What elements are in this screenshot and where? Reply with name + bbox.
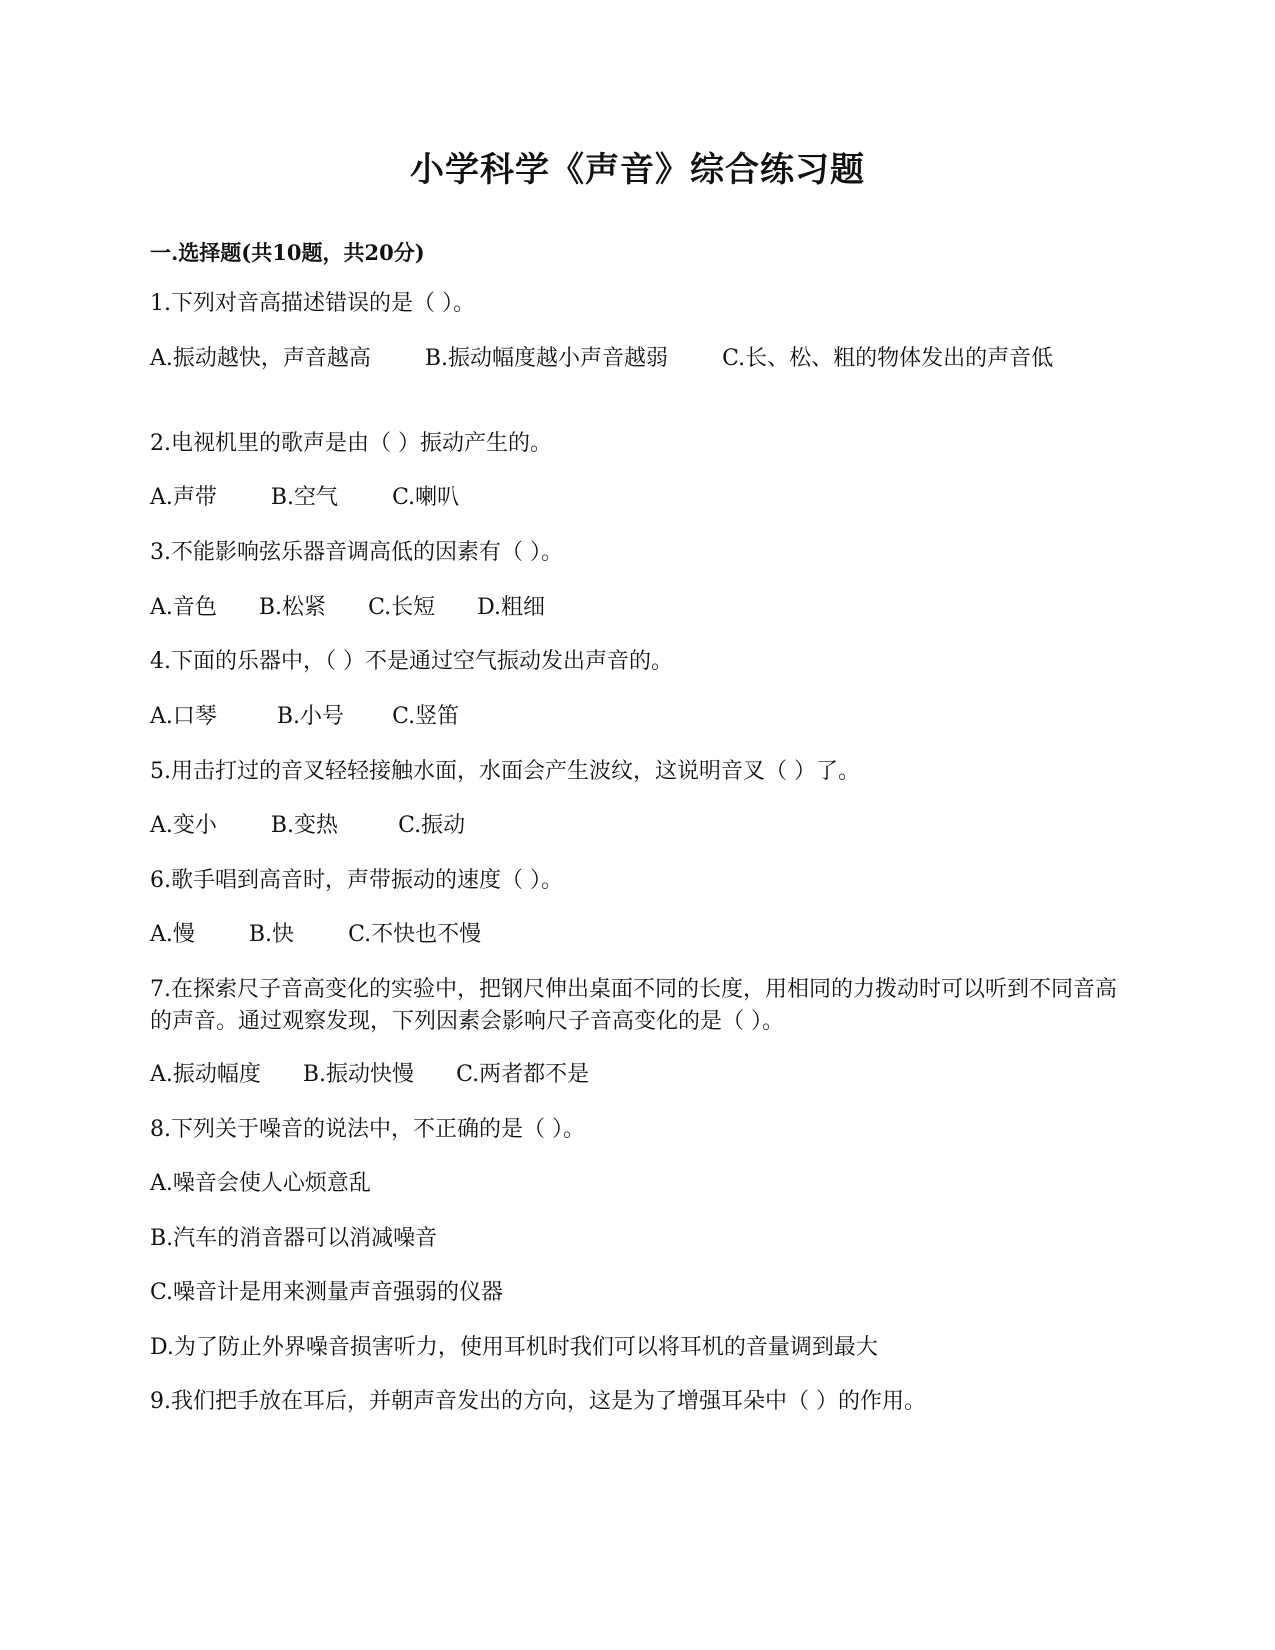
question-5-option-a: A.变小 (150, 813, 217, 838)
question-8-option-b: B.汽车的消音器可以消减噪音 (150, 1226, 438, 1251)
question-8-stem: 8.下列关于噪音的说法中，不正确的是（ ）。 (150, 1117, 585, 1142)
question-6-option-c: C.不快也不慢 (348, 922, 482, 947)
question-2-stem: 2.电视机里的歌声是由（ ）振动产生的。 (150, 431, 552, 456)
question-4-option-a: A.口琴 (150, 704, 217, 729)
question-5-option-c: C.振动 (398, 813, 466, 838)
section-heading: 一.选择题(共10题，共20分) (150, 240, 425, 265)
question-9-stem: 9.我们把手放在耳后，并朝声音发出的方向，这是为了增强耳朵中（ ）的作用。 (150, 1389, 926, 1414)
question-6-option-b: B.快 (248, 922, 295, 947)
question-6-stem: 6.歌手唱到高音时，声带振动的速度（ ）。 (150, 868, 563, 893)
question-4-option-b: B.小号 (276, 704, 345, 729)
question-2-options (150, 482, 459, 514)
question-3-option-c: C.长短 (368, 595, 436, 620)
question-3-option-b: B.松紧 (258, 595, 327, 620)
question-7-stem: 7.在探索尺子音高变化的实验中，把钢尺伸出桌面不同的长度，用相同的力拨动时可以听到不同音高的声音。通过观察发现，下列因素会影响尺子音高变化的是（ ）。 (150, 977, 1117, 1034)
question-1-option-b: B.振动幅度越小声音越弱 (424, 346, 669, 371)
question-3-options (150, 592, 545, 624)
question-1-stem: 1.下列对音高描述错误的是（ ）。 (150, 291, 475, 316)
question-3-option-d: D.粗细 (477, 595, 545, 620)
question-7-options (150, 1059, 589, 1091)
question-8-option-c: C.噪音计是用来测量声音强弱的仪器 (150, 1280, 504, 1305)
question-4-stem: 4.下面的乐器中，（ ）不是通过空气振动发出声音的。 (150, 649, 673, 674)
question-1-option-c: C.长、松、粗的物体发出的声音低 (722, 346, 1054, 371)
question-6-options (150, 919, 481, 951)
question-3-option-a: A.音色 (150, 595, 217, 620)
question-7-option-a: A.振动幅度 (150, 1062, 261, 1087)
question-1-option-a: A.振动越快，声音越高 (150, 346, 371, 371)
question-2-option-b: B.空气 (270, 485, 339, 510)
question-5-option-b: B.变热 (270, 813, 339, 838)
question-2-option-a: A.声带 (150, 485, 217, 510)
question-2-option-c: C.喇叭 (392, 485, 460, 510)
question-1-options (150, 343, 1125, 375)
question-7-option-c: C.两者都不是 (456, 1062, 590, 1087)
question-5-stem: 5.用击打过的音叉轻轻接触水面，水面会产生波纹，这说明音叉（ ）了。 (150, 759, 860, 784)
question-3-stem: 3.不能影响弦乐器音调高低的因素有（ ）。 (150, 540, 563, 565)
question-5-options (150, 810, 465, 842)
question-7-option-b: B.振动快慢 (302, 1062, 415, 1087)
question-4-options (150, 701, 459, 733)
question-6-option-a: A.慢 (150, 922, 195, 947)
question-8-option-a: A.噪音会使人心烦意乱 (150, 1171, 371, 1196)
question-8-option-d: D.为了防止外界噪音损害听力，使用耳机时我们可以将耳机的音量调到最大 (150, 1335, 878, 1360)
question-4-option-c: C.竖笛 (392, 704, 460, 729)
page-title: 小学科学《声音》综合练习题 (410, 150, 865, 190)
